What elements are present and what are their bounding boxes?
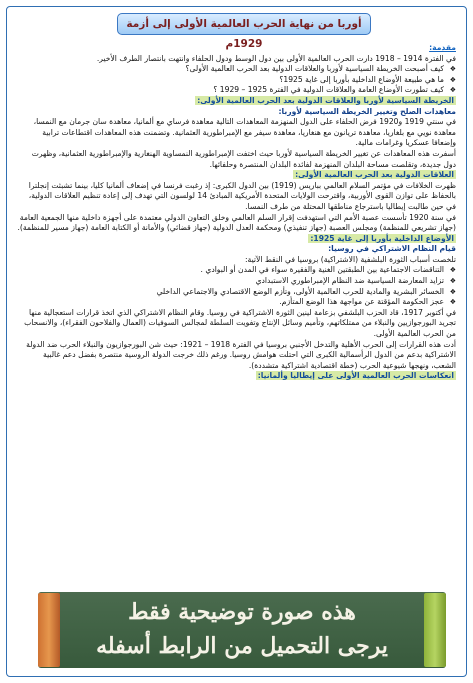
- list-item: ❖ الخسائر البشرية والمادية للحرب العالمية الأولى، وتأزم الوضع الاقتصادي والاجتماعي الداخلي: [156, 286, 456, 296]
- bullet-icon: ❖: [449, 277, 456, 286]
- list-item: ❖ كيف تطورت الأوضاع العامة والعلاقات الدولية في الفترة 1925 – 1929 ؟: [213, 85, 456, 95]
- section2-title: الأوضاع الداخلية بأوربا إلى غاية 1925:: [310, 233, 454, 243]
- section2-sub1: قيام النظام الاشتراكي في روسيا:: [328, 244, 456, 254]
- bullet-icon: ❖: [449, 287, 456, 296]
- list-item: ❖ ما هي طبيعة الأوضاع الداخلية بأوربا إلى غاية 1925؟: [279, 74, 456, 84]
- book-icon: [424, 593, 446, 667]
- lesson-title-banner: أوربا من نهاية الحرب العالمية الأولى إلى أزمة 1929م: [117, 13, 371, 35]
- list-item: ❖ تزايد المعارضة السياسية ضد النظام الإمبراطوري الاستبدادي: [255, 276, 456, 286]
- bullet-icon: ❖: [449, 298, 456, 307]
- intro-heading: مقدمة:: [429, 43, 456, 52]
- bullet-icon: ❖: [449, 266, 456, 275]
- section2-sub2: انعكاسات الحرب العالمية الأولى على إيطاليا وألمانيا:: [257, 371, 454, 381]
- bullet-icon: ❖: [449, 65, 456, 74]
- section1-sub2: العلاقات الدولية بعد الحرب العالمية الأولى:: [295, 170, 454, 180]
- list-item: ❖ كيف أصبحت الخريطة السياسية لأوربا والعلاقات الدولية بعد الحرب العالمية الأولى؟: [185, 64, 456, 74]
- section1-paragraph3: ظهرت الخلافات في مؤتمر السلام العالمي بباريس (1919) بين الدول الكبرى: إذ رغبت فرنسا في إضعاف ألمانيا كليا، بينما تشبثت إنجلترا بالحفاظ على توازن القوى الأوربية، واقترحت الولايات المتحدة الأمريكية المبادئ 14 لولسون التي تهدف إلى إعادة تنظيم العلاقات الدولية، في حين طالبت إيطاليا باسترجاع مناطقها المحتلة من طرف النمسا.: [28, 180, 456, 211]
- intro-paragraph: في الفترة 1914 – 1918 دارت الحرب العالمية الأولى بين دول الوسط ودول الحلفاء وانتهت بانتصار الطرف الأخير.: [96, 53, 456, 63]
- section2-paragraph3: أدت هذه القرارات إلى الحرب الأهلية والتدخل الأجنبي بروسيا في الفترة 1918 – 1921: حيث شن البورجوازيون والنبلاء الحرب ضد الدولة الاشتراكية بدعم من الدول الرأسمالية الكبرى التي احتلت هوامش روسيا. ورغم ذلك خرجت الدولة الروسية منتصرة بفضل دعم غالبية الشعب، ونهجها شيوعية الحرب (خطة اقتصادية اشتراكية متشددة).: [26, 339, 456, 370]
- watermark-overlay[interactable]: [38, 592, 446, 668]
- section2-paragraph1: تلخصت أسباب الثورة البلشفية (الاشتراكية) بروسيا في النقط الآتية:: [244, 254, 456, 264]
- book-icon: [38, 593, 60, 667]
- section1-title: الخريطة السياسية لأوربا والعلاقات الدولية بعد الحرب العالمية الأولى:: [197, 95, 454, 105]
- intro-question-list: [17, 64, 456, 96]
- watermark-line1: هذه صورة توضيحية فقط: [128, 599, 356, 625]
- list-item: ❖ عجز الحكومة المؤقتة عن مواجهة هذا الوضع المتأزم.: [279, 297, 456, 307]
- section1-paragraph2: أسفرت هذه المعاهدات عن تغيير الخريطة السياسية لأوربا حيث اختفت الإمبراطورية النمساوية الهنغارية والإمبراطورية العثمانية، وظهرت دول جديدة، وتقلصت مساحة البلدان المنهزمة لفائدة البلدان المنتصرة وحلفائها.: [31, 148, 456, 169]
- document-frame: [6, 6, 467, 677]
- section2-paragraph2: في أكتوبر 1917، قاد الحزب البلشفي بزعامة لينين الثورة الاشتراكية في روسيا. وقام النظام الاشتراكي الذي اتخذ قرارات استعجالية منها تجريد البورجوازيين والنبلاء من ممتلكاتهم، وتأميم وسائل الإنتاج وتفويت السلطة لمجالس السوفيات (العمال والفلاحون الفقراء)، والانسحاب من الحرب العالمية الأولى.: [24, 307, 456, 339]
- list-item: ❖ التناقضات الاجتماعية بين الطبقتين الغنية والفقيرة سواء في المدن أو البوادي .: [200, 265, 456, 275]
- bullet-icon: ❖: [449, 86, 456, 95]
- section1-paragraph4: في سنة 1920 تأسست عصبة الأمم التي استهدفت إقرار السلم العالمي وخلق التعاون الدولي معتمدة على أجهزة داخلية منها الجمعية العامة (جهاز تشريعي للمنظمة) ومجلس العصبة (جهاز تنفيذي) ومحكمة العدل الدولية (جهاز قضائي) والأمانة أو الكتابة العامة (جهاز مسير للمنظمة).: [17, 212, 456, 233]
- document-body: [17, 43, 456, 382]
- section1-paragraph1: في سنتي 1919 و1920 فرض الحلفاء على الدول المنهزمة المعاهدات التالية معاهدة فرساي مع ألمانيا، معاهدة سان جرمان مع النمسا، معاهدة نويي مع بلغاريا، معاهدة تريانون مع هنغاريا، معاهدة سيفر مع الإمبراطورية العثمانية. وتضمنت هذه المعاهدات اقتطاعات ترابية وإضعافا عسكريا وغرامات مالية.: [33, 117, 456, 148]
- section1-sub1: معاهدات الصلح وتغيير الخريطة السياسية لأوربا:: [278, 106, 456, 116]
- causes-list: [17, 265, 456, 307]
- bullet-icon: ❖: [449, 75, 456, 84]
- watermark-line2: يرجى التحميل من الرابط أسفله: [96, 633, 388, 659]
